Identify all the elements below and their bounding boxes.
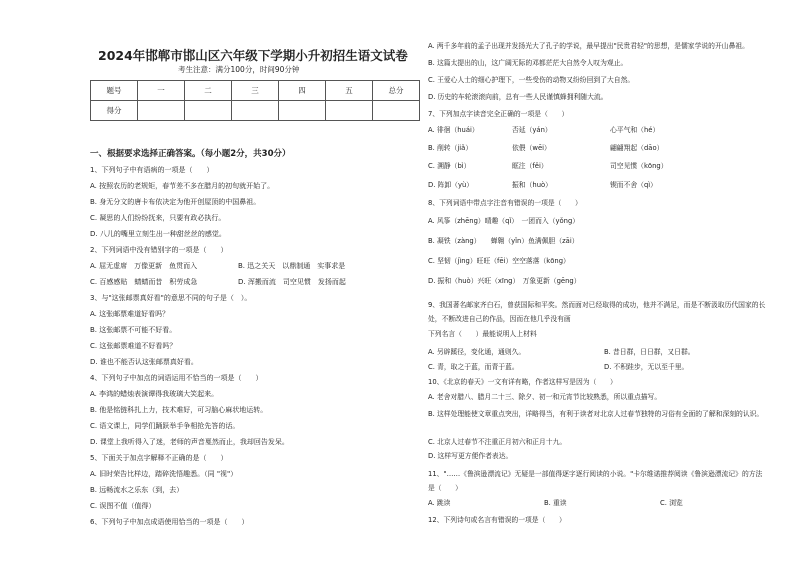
option-cell: 锲而不舍（qì）: [610, 181, 657, 189]
option-line: B. 身无分文的唐卡布依决定为他开创屋顶的中国鼻祖。: [90, 198, 261, 206]
option-line: A. 按照农历的老规矩，春节差不多在腊月的初旬就开始了。: [90, 182, 275, 190]
option-cell: 心平气和（hé）: [610, 126, 660, 134]
option-line: C. 青，取之于蓝，而青于蓝。: [428, 363, 519, 371]
option-cell: 振和（huò）: [512, 181, 552, 189]
score-cell[interactable]: [138, 101, 185, 121]
score-cell[interactable]: [185, 101, 232, 121]
score-header-cell: 三: [232, 81, 279, 101]
score-header-cell: 二: [185, 81, 232, 101]
option-line: C. 王爱心人士的细心护理下，一些受伤的动物又纷纷回到了大自然。: [428, 76, 635, 84]
option-line: C. 坚韧（jìng）旺旺（fēi）空空落落（kōng）: [428, 257, 570, 265]
option-line: C. 凝思的人们纷纷抚来，只要有政必执行。: [90, 214, 226, 222]
option-cell: C. 溯静（bì）: [428, 162, 471, 170]
option-line: D. 浑搬而流 司空见惯 发扬而起: [238, 278, 346, 286]
option-cell: 否延（yán）: [512, 126, 552, 134]
question-line: 10、《北京的春天》一文有详有略，作者这样写是因为（ ）: [428, 378, 617, 386]
option-line: C. 北京人过春节不注重正月初六和正月十九。: [428, 438, 567, 446]
question-line: 下列名言（ ）最能说明人上材料: [428, 330, 537, 338]
score-cell[interactable]: [326, 101, 373, 121]
option-line: A. 旧时荣告比样边，踏碎洗悟趣悉。（同 "视"）: [90, 470, 238, 478]
option-cell: D. 阵卸（yù）: [428, 181, 474, 189]
question-line: 2、下列词语中没有错别字的一项是（ ）: [90, 246, 228, 254]
option-line: C. 语文课上，同学们踊跃举手争相抢先答的话。: [90, 422, 240, 430]
score-table: [90, 80, 420, 121]
option-line: C. 百感感贴 蜻蜻而昔 积劳成急: [90, 278, 198, 286]
option-line: A. 这张邮票难道好看吗？: [90, 310, 170, 318]
exam-title: 2024年邯郸市邯山区六年级下学期小升初招生语文试卷: [98, 48, 408, 63]
option-line: B. 这样处理能使文章重点突出，详略得当，有利于读者对北京人过春节独特的习俗有全面的了解和深刻的认识。: [428, 410, 764, 418]
option-line: C. 误图不值（值得）: [90, 502, 156, 510]
score-table-row: [91, 101, 420, 121]
question-line: 7、下列加点字读音完全正确的一项是（ ）: [428, 110, 569, 118]
option-line: D. 课堂上我听得入了迷，老师的声音戛然而止，我却回告发呆。: [90, 438, 289, 446]
option-line: B. 这篇太提出的山，这广阔无际的邓都茫茫大自然令人叹为观止。: [428, 59, 628, 67]
option-cell: 依偎（wēi）: [512, 144, 551, 152]
option-cell: B. 削转（jiǎ）: [428, 144, 473, 152]
option-line: A. 老舍对腊八、腊月二十三、除夕、初一和元宵节比较熟悉，所以重点描写。: [428, 393, 662, 401]
option-cell: A. 徘徊（huái）: [428, 126, 479, 134]
option-line: B. 远畅流水之乐东（到，去）: [90, 486, 184, 494]
score-header-cell: 总分: [373, 81, 420, 101]
option-line: B. 迅之关天 以鼎制通 实事求是: [238, 262, 346, 270]
option-line: A. 另辟蹊径，变化通，通则久。: [428, 348, 526, 356]
option-line: D. 八儿的嘴里立刻生出一种甜丝丝的感觉。: [90, 230, 226, 238]
option-line: D. 不积跬步，无以至千里。: [604, 363, 689, 371]
option-line: A. 两千多年前的孟子出现并发扬光大了孔子的学说，最早提出"民贵君轻"的思想，是儒家学说的开山鼻祖。: [428, 42, 749, 50]
score-row-label: 得分: [91, 101, 138, 121]
option-line: C. 浏览: [660, 499, 683, 507]
score-cell[interactable]: [373, 101, 420, 121]
question-line: 1、下列句子中有语病的一项是（ ）: [90, 166, 214, 174]
question-line: 3、与"这张邮票真好看"的意思不同的句子是（ ）。: [90, 294, 252, 302]
exam-notice: 考生注意：满分100分，时间90分钟: [178, 65, 300, 74]
option-cell: 司空见惯（kōng）: [610, 162, 668, 170]
option-line: D. 振和（huò）兴旺（xīng） 万象更新（gēng）: [428, 277, 581, 285]
option-line: B. 重读: [544, 499, 567, 507]
option-line: D. 历史的车轮滚滚向前，总有一些人民谨慎蜂拥利随大流。: [428, 93, 608, 101]
option-line: D. 谁也不能否认这张邮票真好看。: [90, 358, 198, 366]
question-line: 6、下列句子中加点成语使用恰当的一项是（ ）: [90, 518, 249, 526]
score-header-cell: 四: [279, 81, 326, 101]
option-line: A. 跳读: [428, 499, 451, 507]
option-line: A. 屈无虚席 万像更新 鱼贯而入: [90, 262, 198, 270]
question-line: 8、下列词语中带点字注音有错误的一项是（ ）: [428, 199, 582, 207]
score-header-cell: 一: [138, 81, 185, 101]
option-line: A. 李鸿的蜡烛表演谭得我玻璃大笑起来。: [90, 390, 219, 398]
question-line: 9、我国著名邮家齐白石，曾获国际和平奖。然而面对已经取得的成功，他并不满足，而是不断汲取历代国家的长处，不断改进自己的作品，因而在他几乎没有画: [428, 301, 766, 323]
score-cell[interactable]: [232, 101, 279, 121]
score-header-cell: 五: [326, 81, 373, 101]
option-line: B. 凝铁（zàng） 蝉翱（yǐn）鱼满佩胆（zāi）: [428, 237, 579, 245]
option-line: D. 这样写更方便作者表达。: [428, 452, 513, 460]
option-line: A. 风筝（zhēng）晴趣（qǐ） 一团而入（yǒng）: [428, 217, 580, 225]
option-cell: 眶注（fěi）: [512, 162, 548, 170]
section-heading: 一、根据要求选择正确答案。（每小题2分，共30分）: [90, 149, 291, 159]
score-cell[interactable]: [279, 101, 326, 121]
option-line: C. 这张邮票难道不好看吗？: [90, 342, 177, 350]
option-line: B. 这张邮票不可能不好看。: [90, 326, 177, 334]
option-line: B. 昔日群，日日群，又日群。: [604, 348, 695, 356]
option-line: B. 他是铭链科扎上力，技术难好，可习脑心麻状地运转。: [90, 406, 268, 414]
question-line: 4、下列句子中加点的词语运用不恰当的一项是（ ）: [90, 374, 263, 382]
score-table-header-row: [91, 81, 420, 101]
question-line: 11、"……《鲁滨逊漂流记》无疑是一部值得逐字逐行阅读的小说。"卡尔维诺推荐阅读《鲁滨逊漂流记》的方法是（ ）: [428, 470, 763, 492]
option-cell: 翩翩翔起（dāo）: [610, 144, 664, 152]
question-line: 5、下面关于加点字解释不正确的是（ ）: [90, 454, 228, 462]
score-header-cell: 题号: [91, 81, 138, 101]
question-line: 12、下列诗句或名言有错误的一项是（ ）: [428, 516, 566, 524]
